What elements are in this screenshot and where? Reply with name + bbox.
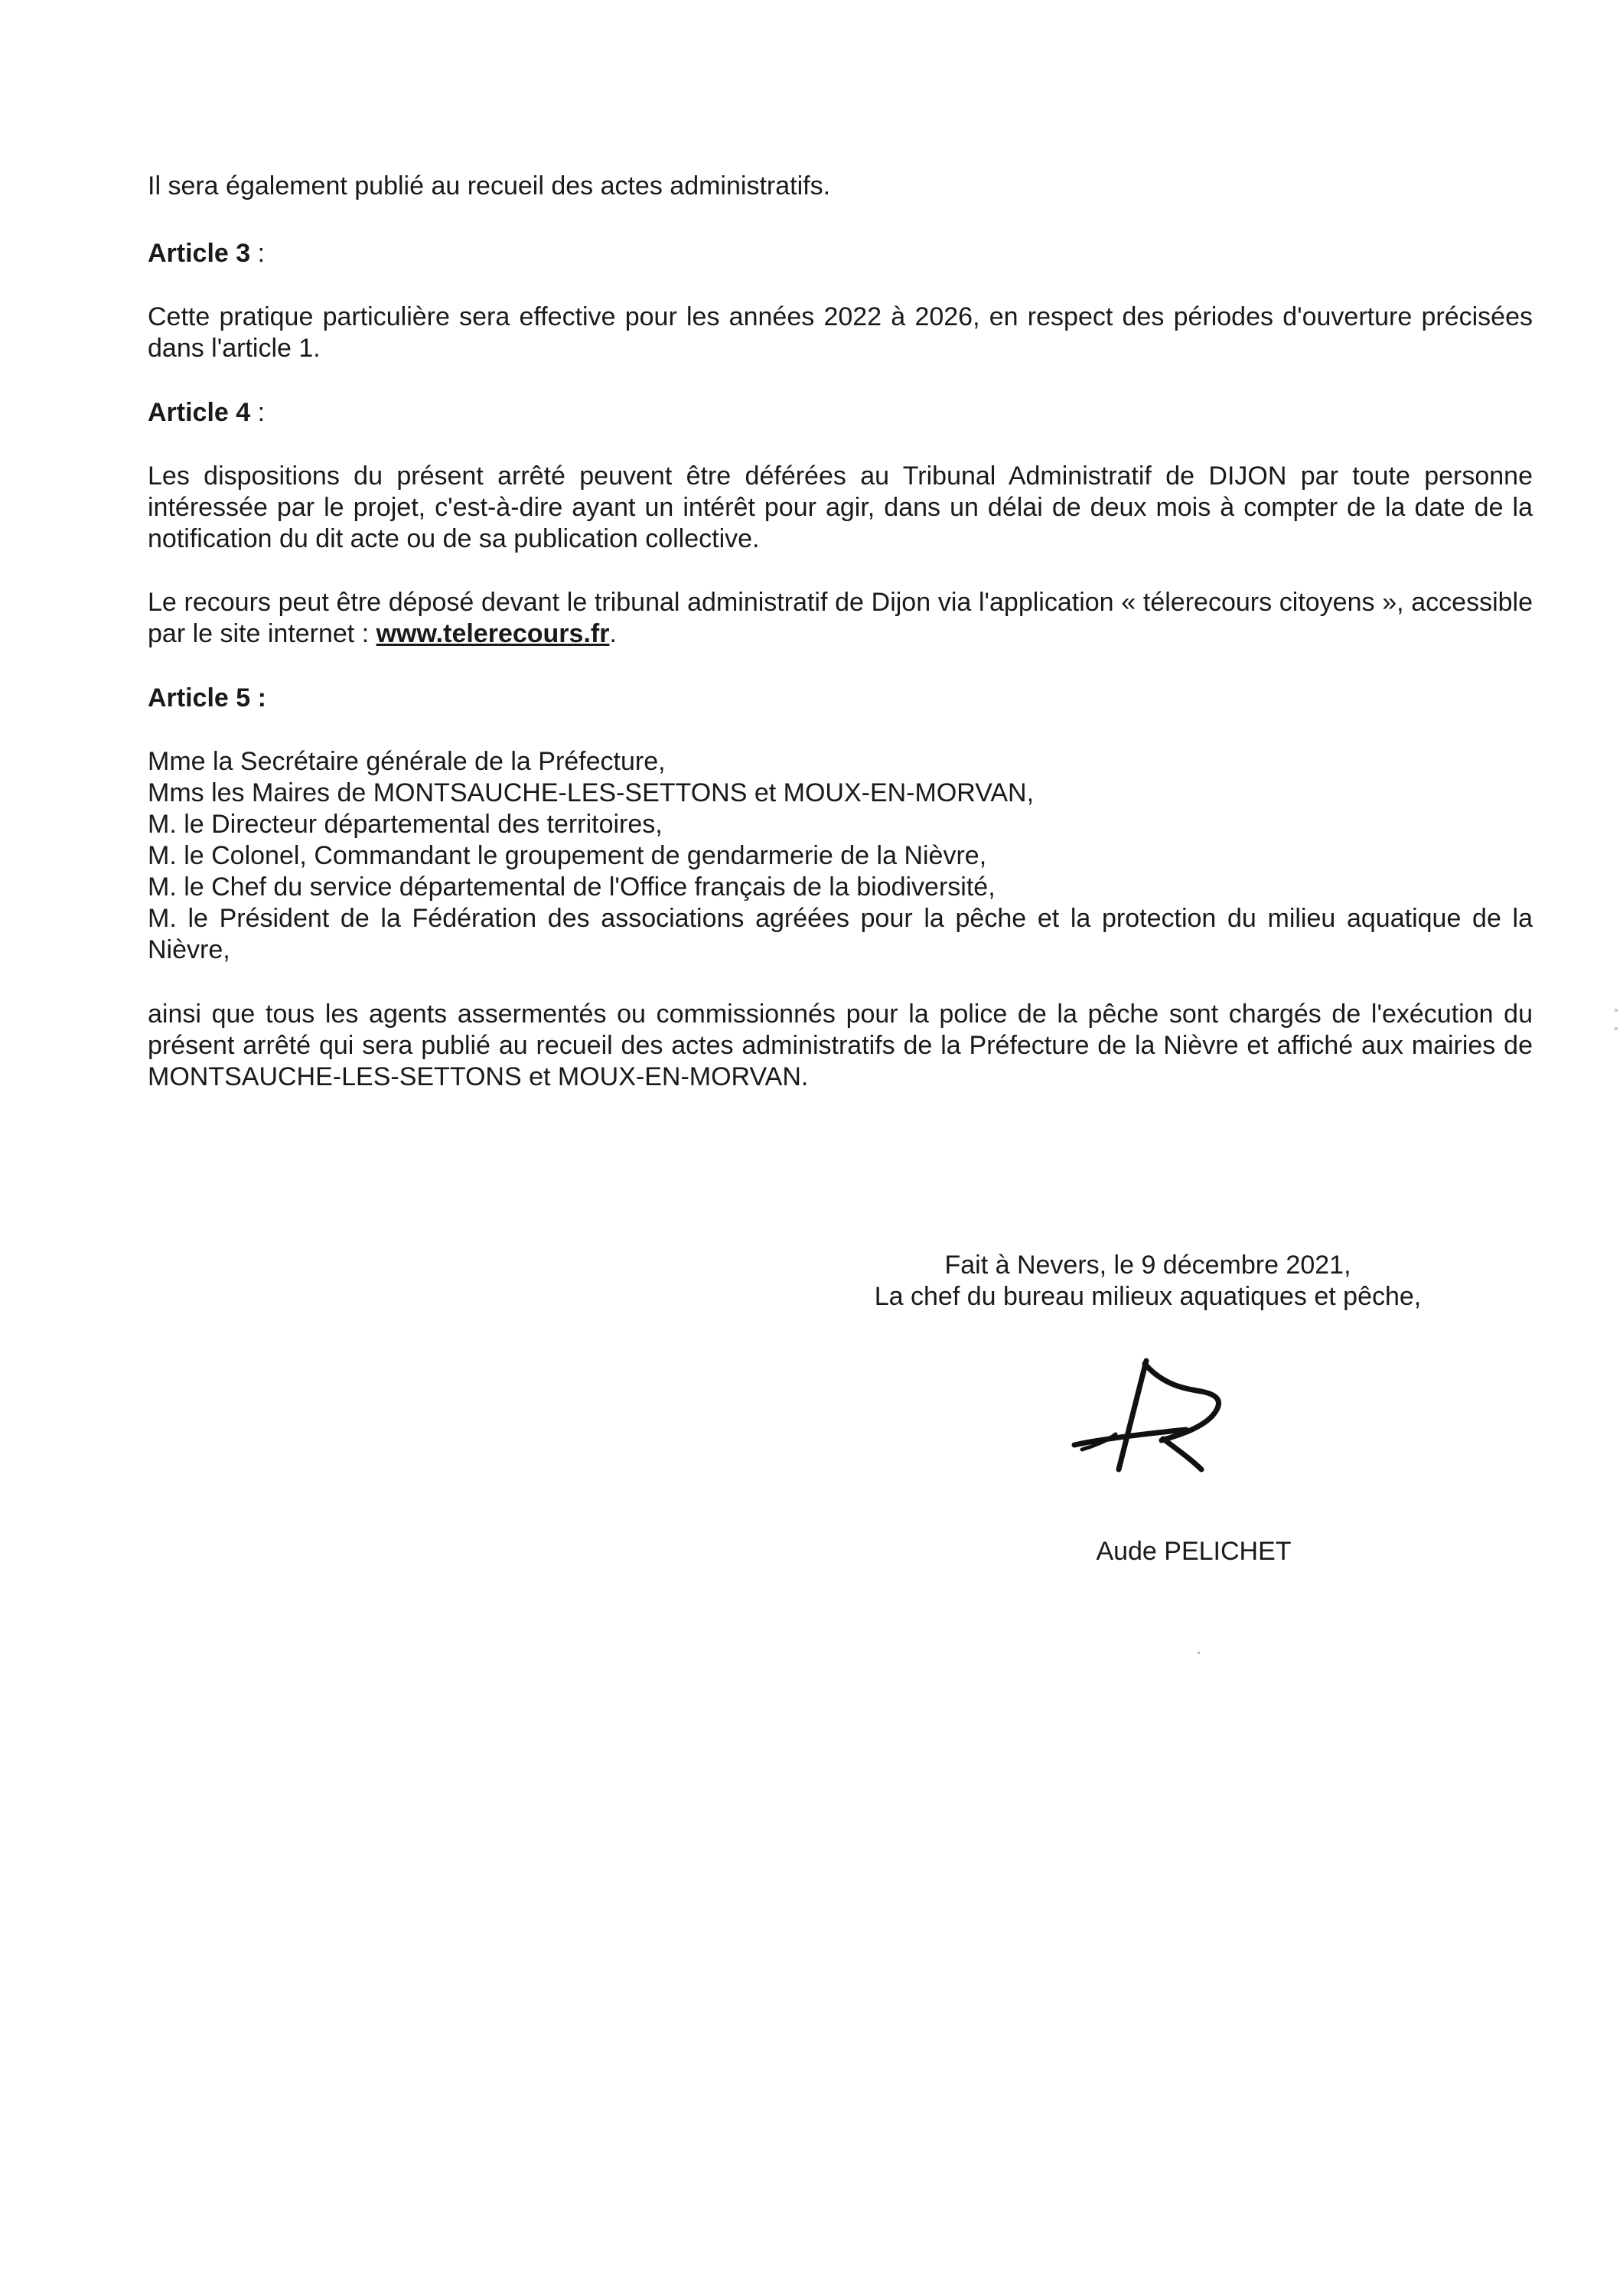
signature-place-date: Fait à Nevers, le 9 décembre 2021, [944,1251,1351,1280]
signer-name: Aude PELICHET [1096,1537,1292,1566]
article-3-colon: : [250,239,266,268]
recipient-item: M. le Président de la Fédération des associations agréées pour la pêche et la protection du milieu aquatique de la Nièvre, [148,904,1533,964]
article-3-text: Cette pratique particulière sera effective pour les années 2022 à 2026, en respect des périodes d'ouverture précisées dans l'article 1. [148,302,1533,363]
article-5-closing: ainsi que tous les agents assermentés ou commissionnés pour la police de la pêche sont chargés de l'exécution du présent arrêté qui sera publié au recueil des actes administratifs de la Préfecture de la Nièvre et affiché aux mairies de MONTSAUCHE-LES-SETTONS et MOUX-EN-MORVAN. [148,1000,1533,1091]
article-4-title: Article 4 [148,398,251,427]
scan-speck [1198,1652,1200,1654]
scan-edge-mark [1615,1009,1618,1012]
recipient-list [148,746,1533,966]
article-4-paragraph-2-end: . [609,619,617,648]
intro-line: Il sera également publié au recueil des actes administratifs. [148,171,831,201]
recipient-item: M. le Chef du service départemental de l'Office français de la biodiversité, [148,872,996,902]
article-4-heading [148,397,1533,429]
article-3-heading [148,238,1533,269]
scan-edge-mark [1615,1027,1618,1030]
handwritten-signature [1071,1355,1255,1485]
recipient-item: M. le Directeur départemental des territoires, [148,810,663,839]
telerecours-link[interactable]: www.telerecours.fr [376,619,610,648]
recipient-item: Mms les Maires de MONTSAUCHE-LES-SETTONS et MOUX-EN-MORVAN, [148,778,1035,807]
signature-role: La chef du bureau milieux aquatiques et pêche, [874,1282,1422,1311]
article-5-heading: Article 5 : [148,683,266,713]
article-4-colon: : [250,398,266,427]
article-4-paragraph-1: Les dispositions du présent arrêté peuvent être déférées au Tribunal Administratif de DIJON par toute personne intéressée par le projet, c'est-à-dire ayant un intérêt pour agir, dans un délai de deux mois à compter de la date de la notification du dit acte ou de sa publication collective. [148,461,1533,553]
article-4-paragraph-2 [148,587,1533,650]
recipient-item: Mme la Secrétaire générale de la Préfecture, [148,747,666,776]
article-4-paragraph-2-lead: Le recours peut être déposé devant le tribunal administratif de Dijon via l'application « télerecours citoyens », accessible par le site internet : [148,588,1533,648]
recipient-item: M. le Colonel, Commandant le groupement de gendarmerie de la Nièvre, [148,841,987,870]
article-3-title: Article 3 [148,239,251,268]
